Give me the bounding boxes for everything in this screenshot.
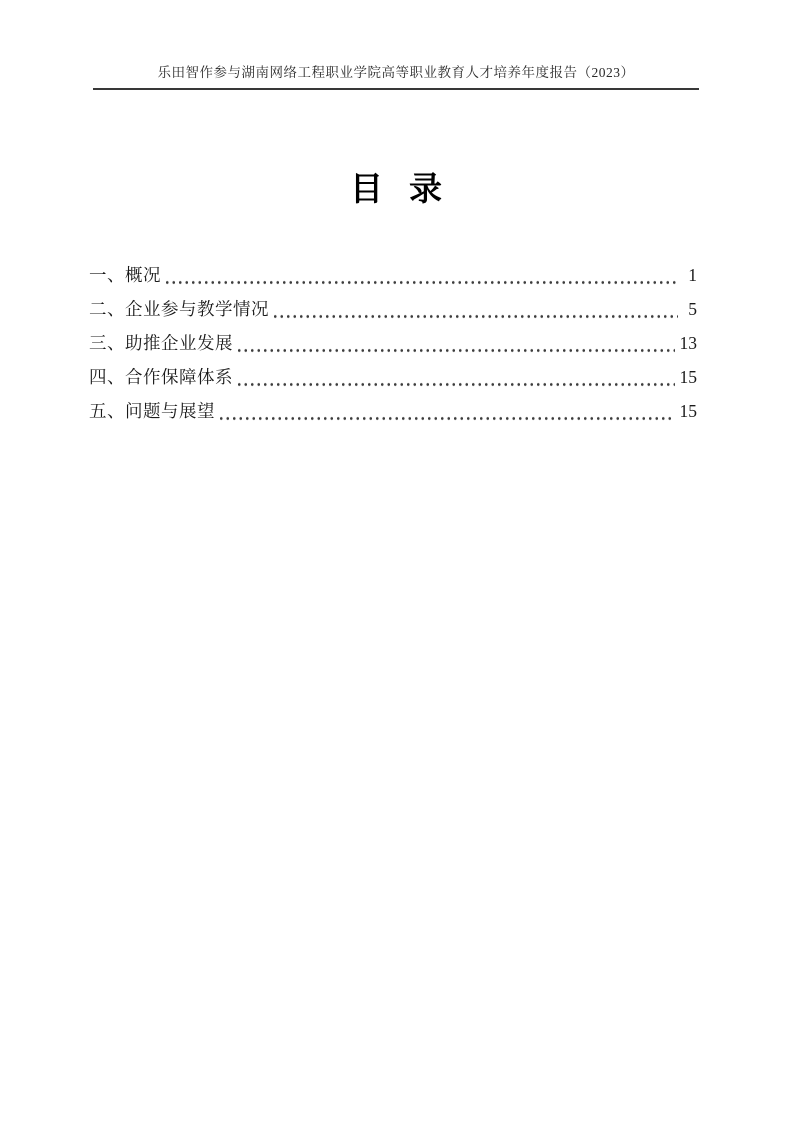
toc-entry-label: 五、问题与展望 bbox=[89, 401, 215, 421]
toc-entry bbox=[89, 394, 697, 428]
running-header: 乐田智作参与湖南网络工程职业学院高等职业教育人才培养年度报告（2023） bbox=[93, 64, 699, 90]
toc-title: 目 录 bbox=[349, 170, 444, 207]
toc-page-number: 5 bbox=[688, 299, 697, 319]
toc-entry-label: 三、助推企业发展 bbox=[89, 333, 233, 353]
toc-entry-label: 二、企业参与教学情况 bbox=[89, 299, 269, 319]
toc-entry bbox=[89, 292, 697, 326]
dot-leader bbox=[272, 292, 678, 326]
toc-page-number: 15 bbox=[679, 401, 697, 421]
toc-entry bbox=[89, 360, 697, 394]
toc-page-number: 13 bbox=[679, 333, 697, 353]
toc-page-number: 1 bbox=[688, 265, 697, 285]
dot-leader bbox=[164, 258, 678, 292]
toc-entry bbox=[89, 326, 697, 360]
toc-page-number: 15 bbox=[679, 367, 697, 387]
dot-leader bbox=[236, 360, 675, 394]
toc-entry-label: 一、概况 bbox=[89, 265, 161, 285]
toc-entry-label: 四、合作保障体系 bbox=[89, 367, 233, 387]
toc-list bbox=[89, 258, 697, 428]
dot-leader bbox=[236, 326, 675, 360]
dot-leader bbox=[218, 394, 675, 428]
toc-entry bbox=[89, 258, 697, 292]
